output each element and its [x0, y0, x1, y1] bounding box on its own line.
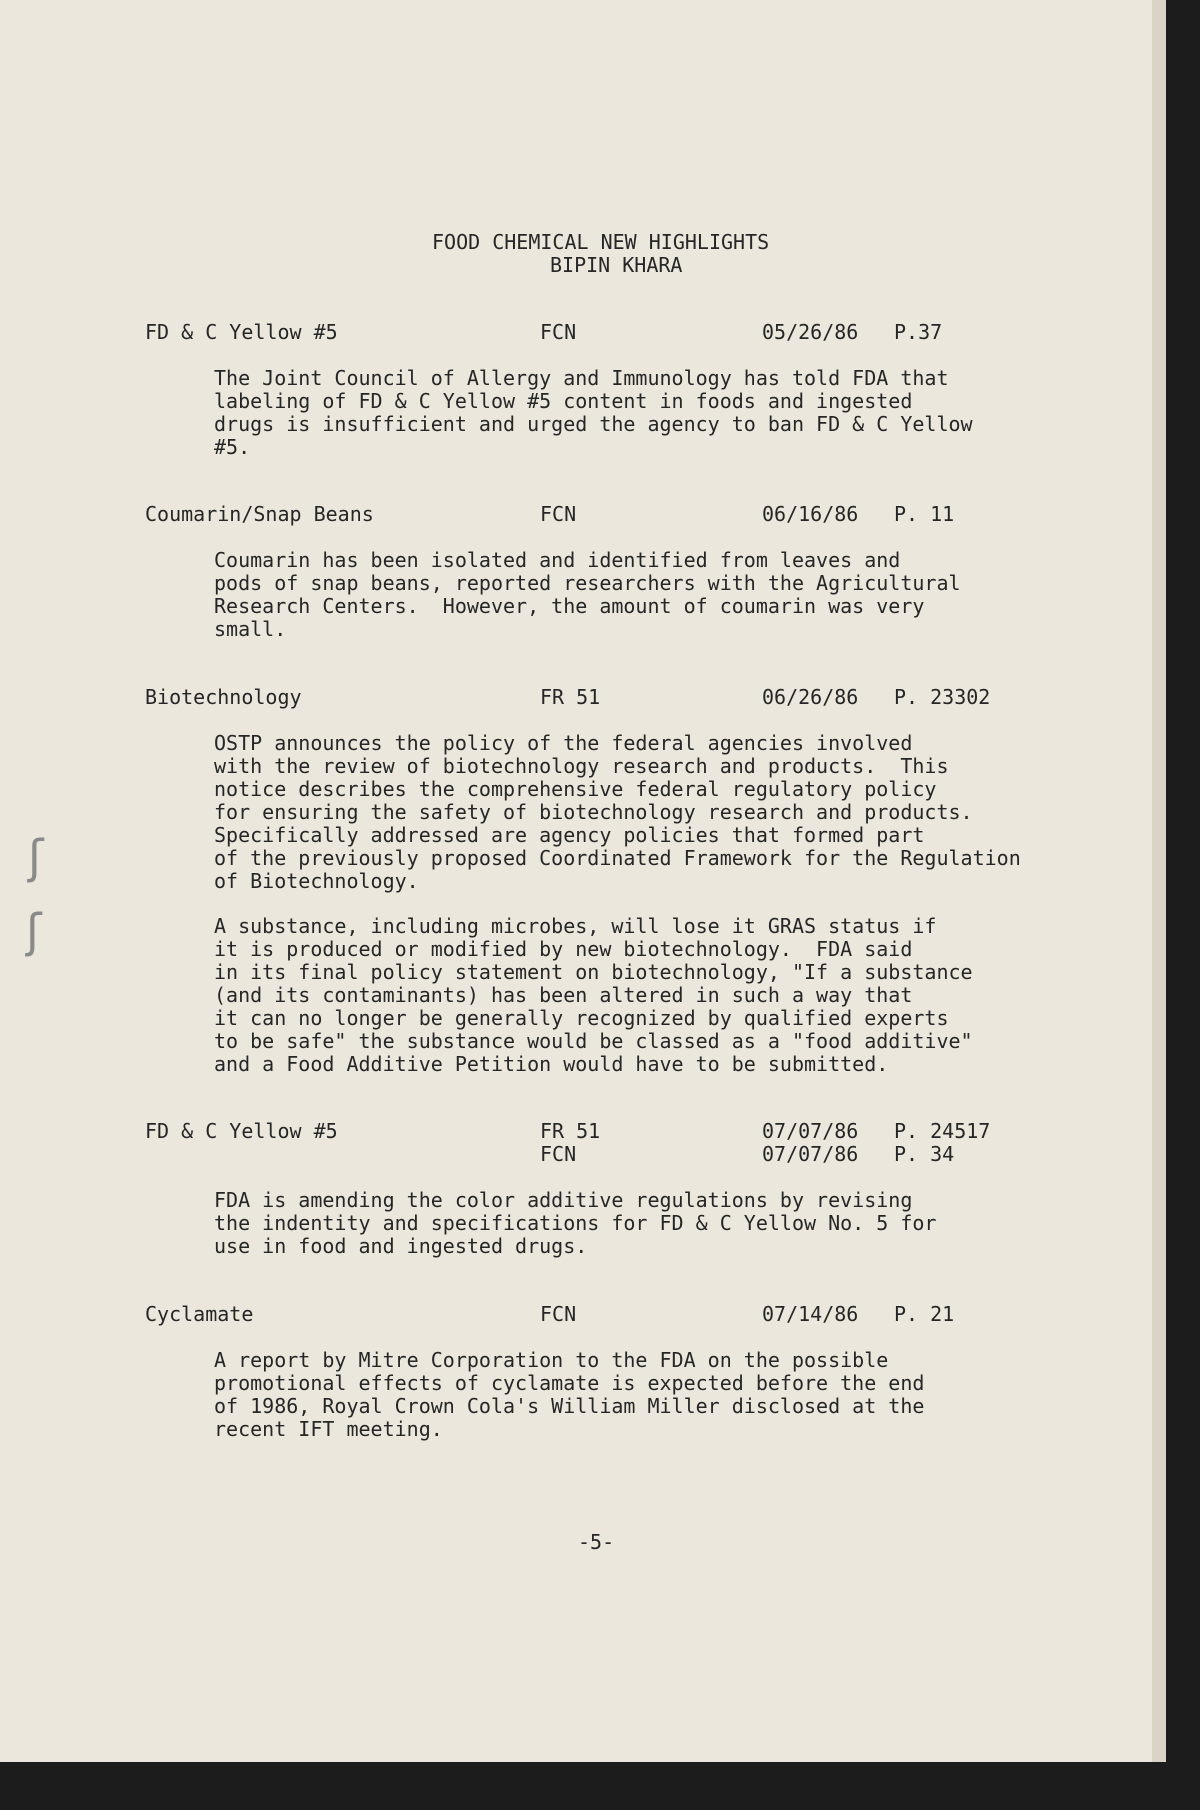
- document-title: FOOD CHEMICAL NEW HIGHLIGHTS: [432, 230, 770, 254]
- entry-source-secondary: FCN: [540, 1142, 577, 1166]
- paragraph-line: Research Centers. However, the amount of coumarin was very: [214, 594, 925, 618]
- paragraph-line: labeling of FD & C Yellow #5 content in foods and ingested: [214, 389, 913, 413]
- entry-page: P. 11: [894, 502, 955, 526]
- paragraph-line: A substance, including microbes, will lose it GRAS status if: [214, 914, 937, 938]
- paragraph-line: (and its contaminants) has been altered in such a way that: [214, 983, 913, 1007]
- entry-date: 07/14/86: [762, 1302, 859, 1326]
- paragraph-line: small.: [214, 617, 287, 641]
- paragraph-line: for ensuring the safety of biotechnology research and products.: [214, 800, 973, 824]
- entry-subject: Coumarin/Snap Beans: [145, 502, 374, 526]
- binder-ring-icon: ʃ: [26, 904, 42, 958]
- entry-date: 06/26/86: [762, 685, 859, 709]
- entry-page: P.37: [894, 320, 943, 344]
- entry-subject: FD & C Yellow #5: [145, 320, 338, 344]
- paragraph-line: A report by Mitre Corporation to the FDA on the possible: [214, 1348, 889, 1372]
- paragraph-line: drugs is insufficient and urged the agency to ban FD & C Yellow: [214, 412, 973, 436]
- document-author: BIPIN KHARA: [550, 253, 683, 277]
- binder-ring-icon: ʃ: [28, 830, 44, 884]
- entry-date-secondary: 07/07/86: [762, 1142, 859, 1166]
- paragraph-line: with the review of biotechnology research and products. This: [214, 754, 949, 778]
- paragraph-line: to be safe" the substance would be classed as a "food additive": [214, 1029, 973, 1053]
- entry-page-secondary: P. 34: [894, 1142, 955, 1166]
- paragraph-line: #5.: [214, 435, 251, 459]
- paragraph-line: the indentity and specifications for FD & C Yellow No. 5 for: [214, 1211, 937, 1235]
- paragraph-line: Coumarin has been isolated and identified from leaves and: [214, 548, 901, 572]
- paragraph-line: use in food and ingested drugs.: [214, 1234, 588, 1258]
- paragraph-line: of 1986, Royal Crown Cola's William Miller disclosed at the: [214, 1394, 925, 1418]
- paragraph-line: FDA is amending the color additive regulations by revising: [214, 1188, 913, 1212]
- paragraph-line: notice describes the comprehensive federal regulatory policy: [214, 777, 937, 801]
- paragraph-line: Specifically addressed are agency policies that formed part: [214, 823, 925, 847]
- entry-date: 07/07/86: [762, 1119, 859, 1143]
- paragraph-line: of Biotechnology.: [214, 869, 419, 893]
- entry-source: FCN: [540, 502, 577, 526]
- entry-source: FCN: [540, 320, 577, 344]
- paragraph-line: it is produced or modified by new biotechnology. FDA said: [214, 937, 913, 961]
- paragraph-line: and a Food Additive Petition would have to be submitted.: [214, 1052, 889, 1076]
- entry-page: P. 23302: [894, 685, 991, 709]
- paragraph-line: recent IFT meeting.: [214, 1417, 443, 1441]
- paragraph-line: in its final policy statement on biotechnology, "If a substance: [214, 960, 973, 984]
- paragraph-line: of the previously proposed Coordinated Framework for the Regulation: [214, 846, 1021, 870]
- entry-subject: Biotechnology: [145, 685, 302, 709]
- paragraph-line: promotional effects of cyclamate is expected before the end: [214, 1371, 925, 1395]
- paragraph-line: The Joint Council of Allergy and Immunology has told FDA that: [214, 366, 949, 390]
- paragraph-line: OSTP announces the policy of the federal agencies involved: [214, 731, 913, 755]
- entry-source: FR 51: [540, 685, 601, 709]
- paragraph-line: it can no longer be generally recognized by qualified experts: [214, 1006, 949, 1030]
- entry-subject: FD & C Yellow #5: [145, 1119, 338, 1143]
- entry-source: FCN: [540, 1302, 577, 1326]
- entry-date: 05/26/86: [762, 320, 859, 344]
- entry-page: P. 24517: [894, 1119, 991, 1143]
- page-edge: [1152, 0, 1166, 1762]
- entry-subject: Cyclamate: [145, 1302, 254, 1326]
- entry-date: 06/16/86: [762, 502, 859, 526]
- paragraph-line: pods of snap beans, reported researchers with the Agricultural: [214, 571, 961, 595]
- page-number: -5-: [578, 1530, 615, 1554]
- entry-page: P. 21: [894, 1302, 955, 1326]
- entry-source: FR 51: [540, 1119, 601, 1143]
